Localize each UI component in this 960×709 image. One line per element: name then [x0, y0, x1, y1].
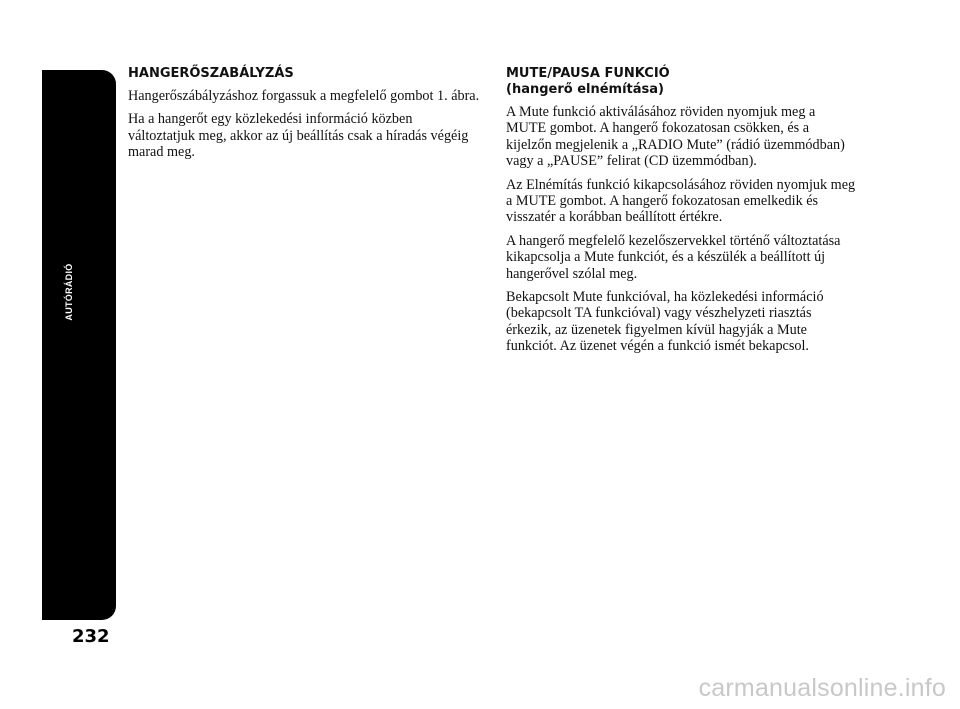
paragraph: A Mute funkció aktiválásához röviden nyomjuk meg a MUTE gombot. A hangerő fokozatosan csökken, és a kijelzőn megjelenik a „RADIO Mute” (rádió üzemmódban) vagy a „PAUSE” felirat (CD üzemmódban). [506, 104, 845, 170]
paragraph: Ha a hangerőt egy közlekedési információ közben változtatjuk meg, akkor az új beállítás csak a híradás végéig marad meg. [128, 111, 469, 161]
paragraph: Hangerőszábályzáshoz forgassuk a megfelelő gombot 1. ábra. [128, 88, 480, 104]
right-column [506, 66, 858, 362]
side-tab [42, 70, 116, 620]
paragraph: Bekapcsolt Mute funkcióval, ha közlekedési információ (bekapcsolt TA funkcióval) vagy vészhelyzeti riasztás érkezik, az üzenetek figyelmen kívül hagyják a Mute funkciót. Az üzenet végén a funkció ismét bekapcsol. [506, 289, 824, 355]
paragraph: Az Elnémítás funkció kikapcsolásához röviden nyomjuk meg a MUTE gombot. A hangerő fokozatosan emelkedik és visszatér a korábban beállított értékre. [506, 176, 856, 226]
watermark: carmanualsonline.info [698, 674, 946, 702]
page-number: 232 [72, 626, 110, 647]
mute-heading: MUTE/PAUSA FUNKCIÓ [506, 66, 670, 81]
paragraph: A hangerő megfelelő kezelőszervekkel történő változtatása kikapcsolja a Mute funkciót, és a készülék a beállított új hangerővel szólal meg. [506, 232, 841, 282]
volume-heading: HANGERŐSZABÁLYZÁS [128, 66, 294, 81]
left-column [128, 66, 480, 168]
mute-subheading: (hangerő elnémítása) [506, 82, 664, 97]
section-label: AUTÓRÁDIÓ [64, 263, 74, 321]
